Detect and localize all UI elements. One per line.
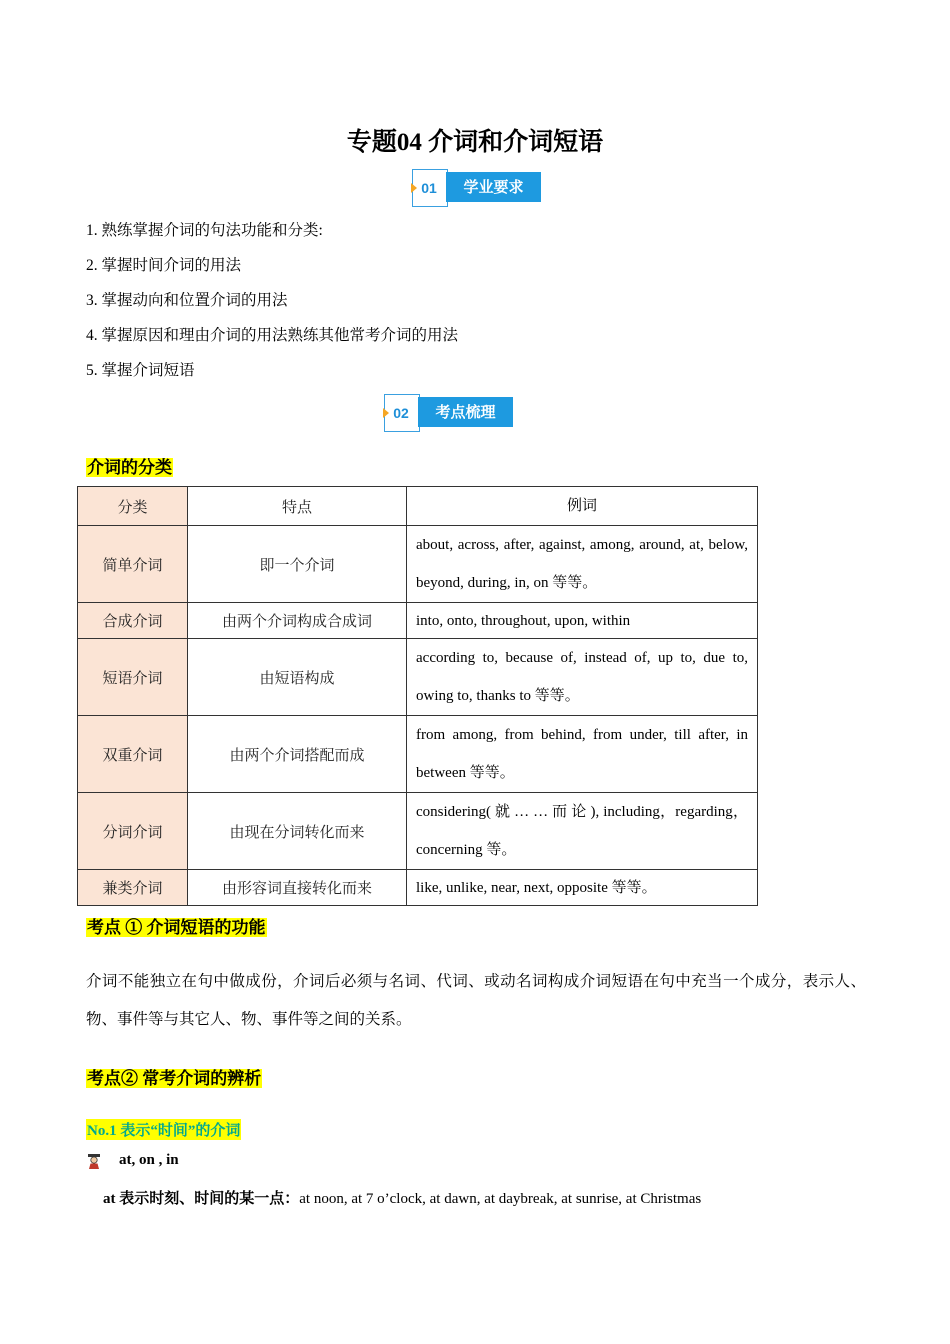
- badge-number: 01: [421, 180, 437, 196]
- table-cell-type: 短语介词: [78, 639, 188, 716]
- table-row: [78, 870, 758, 906]
- table-row: [78, 526, 758, 603]
- section-heading-classification: 介词的分类: [87, 458, 172, 477]
- rule-label: at 表示时刻、时间的某一点：: [103, 1191, 300, 1207]
- section-badge-points: [384, 394, 514, 432]
- section-badge-requirements: [412, 169, 542, 207]
- table-header: 分类: [78, 487, 188, 526]
- badge-label: 学业要求: [446, 172, 541, 202]
- table-cell-examples: considering( 就 … … 而 论 ), including，regarding，concerning 等。: [407, 793, 758, 870]
- point1-heading: 考点 ① 介词短语的功能: [87, 918, 266, 937]
- no1-heading: No.1 表示“时间”的介词: [86, 1119, 241, 1140]
- table-cell-type: 兼类介词: [78, 870, 188, 906]
- table-cell-feature: 即一个介词: [188, 526, 407, 603]
- table-cell-feature: 由短语构成: [188, 639, 407, 716]
- student-icon: [87, 1153, 101, 1169]
- item-title: at, on , in: [119, 1152, 179, 1168]
- table-cell-feature: 由现在分词转化而来: [188, 793, 407, 870]
- point2-heading: 考点② 常考介词的辨析: [87, 1069, 262, 1088]
- table-cell-examples: from among, from behind, from under, till after, in between 等等。: [407, 716, 758, 793]
- table-row: [78, 716, 758, 793]
- table-cell-type: 简单介词: [78, 526, 188, 603]
- table-cell-type: 分词介词: [78, 793, 188, 870]
- table-cell-examples: into, onto, throughout, upon, within: [407, 603, 758, 639]
- table-cell-feature: 由形容词直接转化而来: [188, 870, 407, 906]
- table-cell-type: 合成介词: [78, 603, 188, 639]
- badge-number: 02: [393, 405, 409, 421]
- classification-table: [77, 486, 758, 906]
- rule-examples: at noon, at 7 o’clock, at dawn, at daybreak, at sunrise, at Christmas: [299, 1191, 702, 1207]
- table-header: 例词: [407, 487, 758, 526]
- table-cell-examples: about, across, after, against, among, around, at, below, beyond, during, in, on 等等。: [407, 526, 758, 603]
- table-cell-type: 双重介词: [78, 716, 188, 793]
- table-row: [78, 603, 758, 639]
- table-cell-examples: like, unlike, near, next, opposite 等等。: [407, 870, 758, 906]
- requirement-item: 4. 掌握原因和理由介词的用法熟练其他常考介词的用法: [86, 327, 459, 344]
- table-cell-feature: 由两个介词构成合成词: [188, 603, 407, 639]
- badge-label: 考点梳理: [418, 397, 513, 427]
- page-title: 专题04 介词和介词短语: [346, 129, 604, 156]
- point1-paragraph: 介词不能独立在句中做成份，介词后必须与名词、代词、或动名词构成介词短语在句中充当一个成分，表示人、物、事件等与其它人、物、事件等之间的关系。: [86, 973, 866, 1028]
- table-row: [78, 639, 758, 716]
- requirement-item: 1. 熟练掌握介词的句法功能和分类:: [86, 222, 323, 239]
- table-cell-feature: 由两个介词搭配而成: [188, 716, 407, 793]
- table-header: 特点: [188, 487, 407, 526]
- requirement-item: 5. 掌握介词短语: [86, 362, 195, 379]
- requirement-item: 2. 掌握时间介词的用法: [86, 257, 242, 274]
- table-row: [78, 793, 758, 870]
- table-header-row: [78, 487, 758, 526]
- rule-line: [103, 1187, 701, 1208]
- requirement-item: 3. 掌握动向和位置介词的用法: [86, 292, 288, 309]
- table-cell-examples: according to, because of, instead of, up to, due to, owing to, thanks to 等等。: [407, 639, 758, 716]
